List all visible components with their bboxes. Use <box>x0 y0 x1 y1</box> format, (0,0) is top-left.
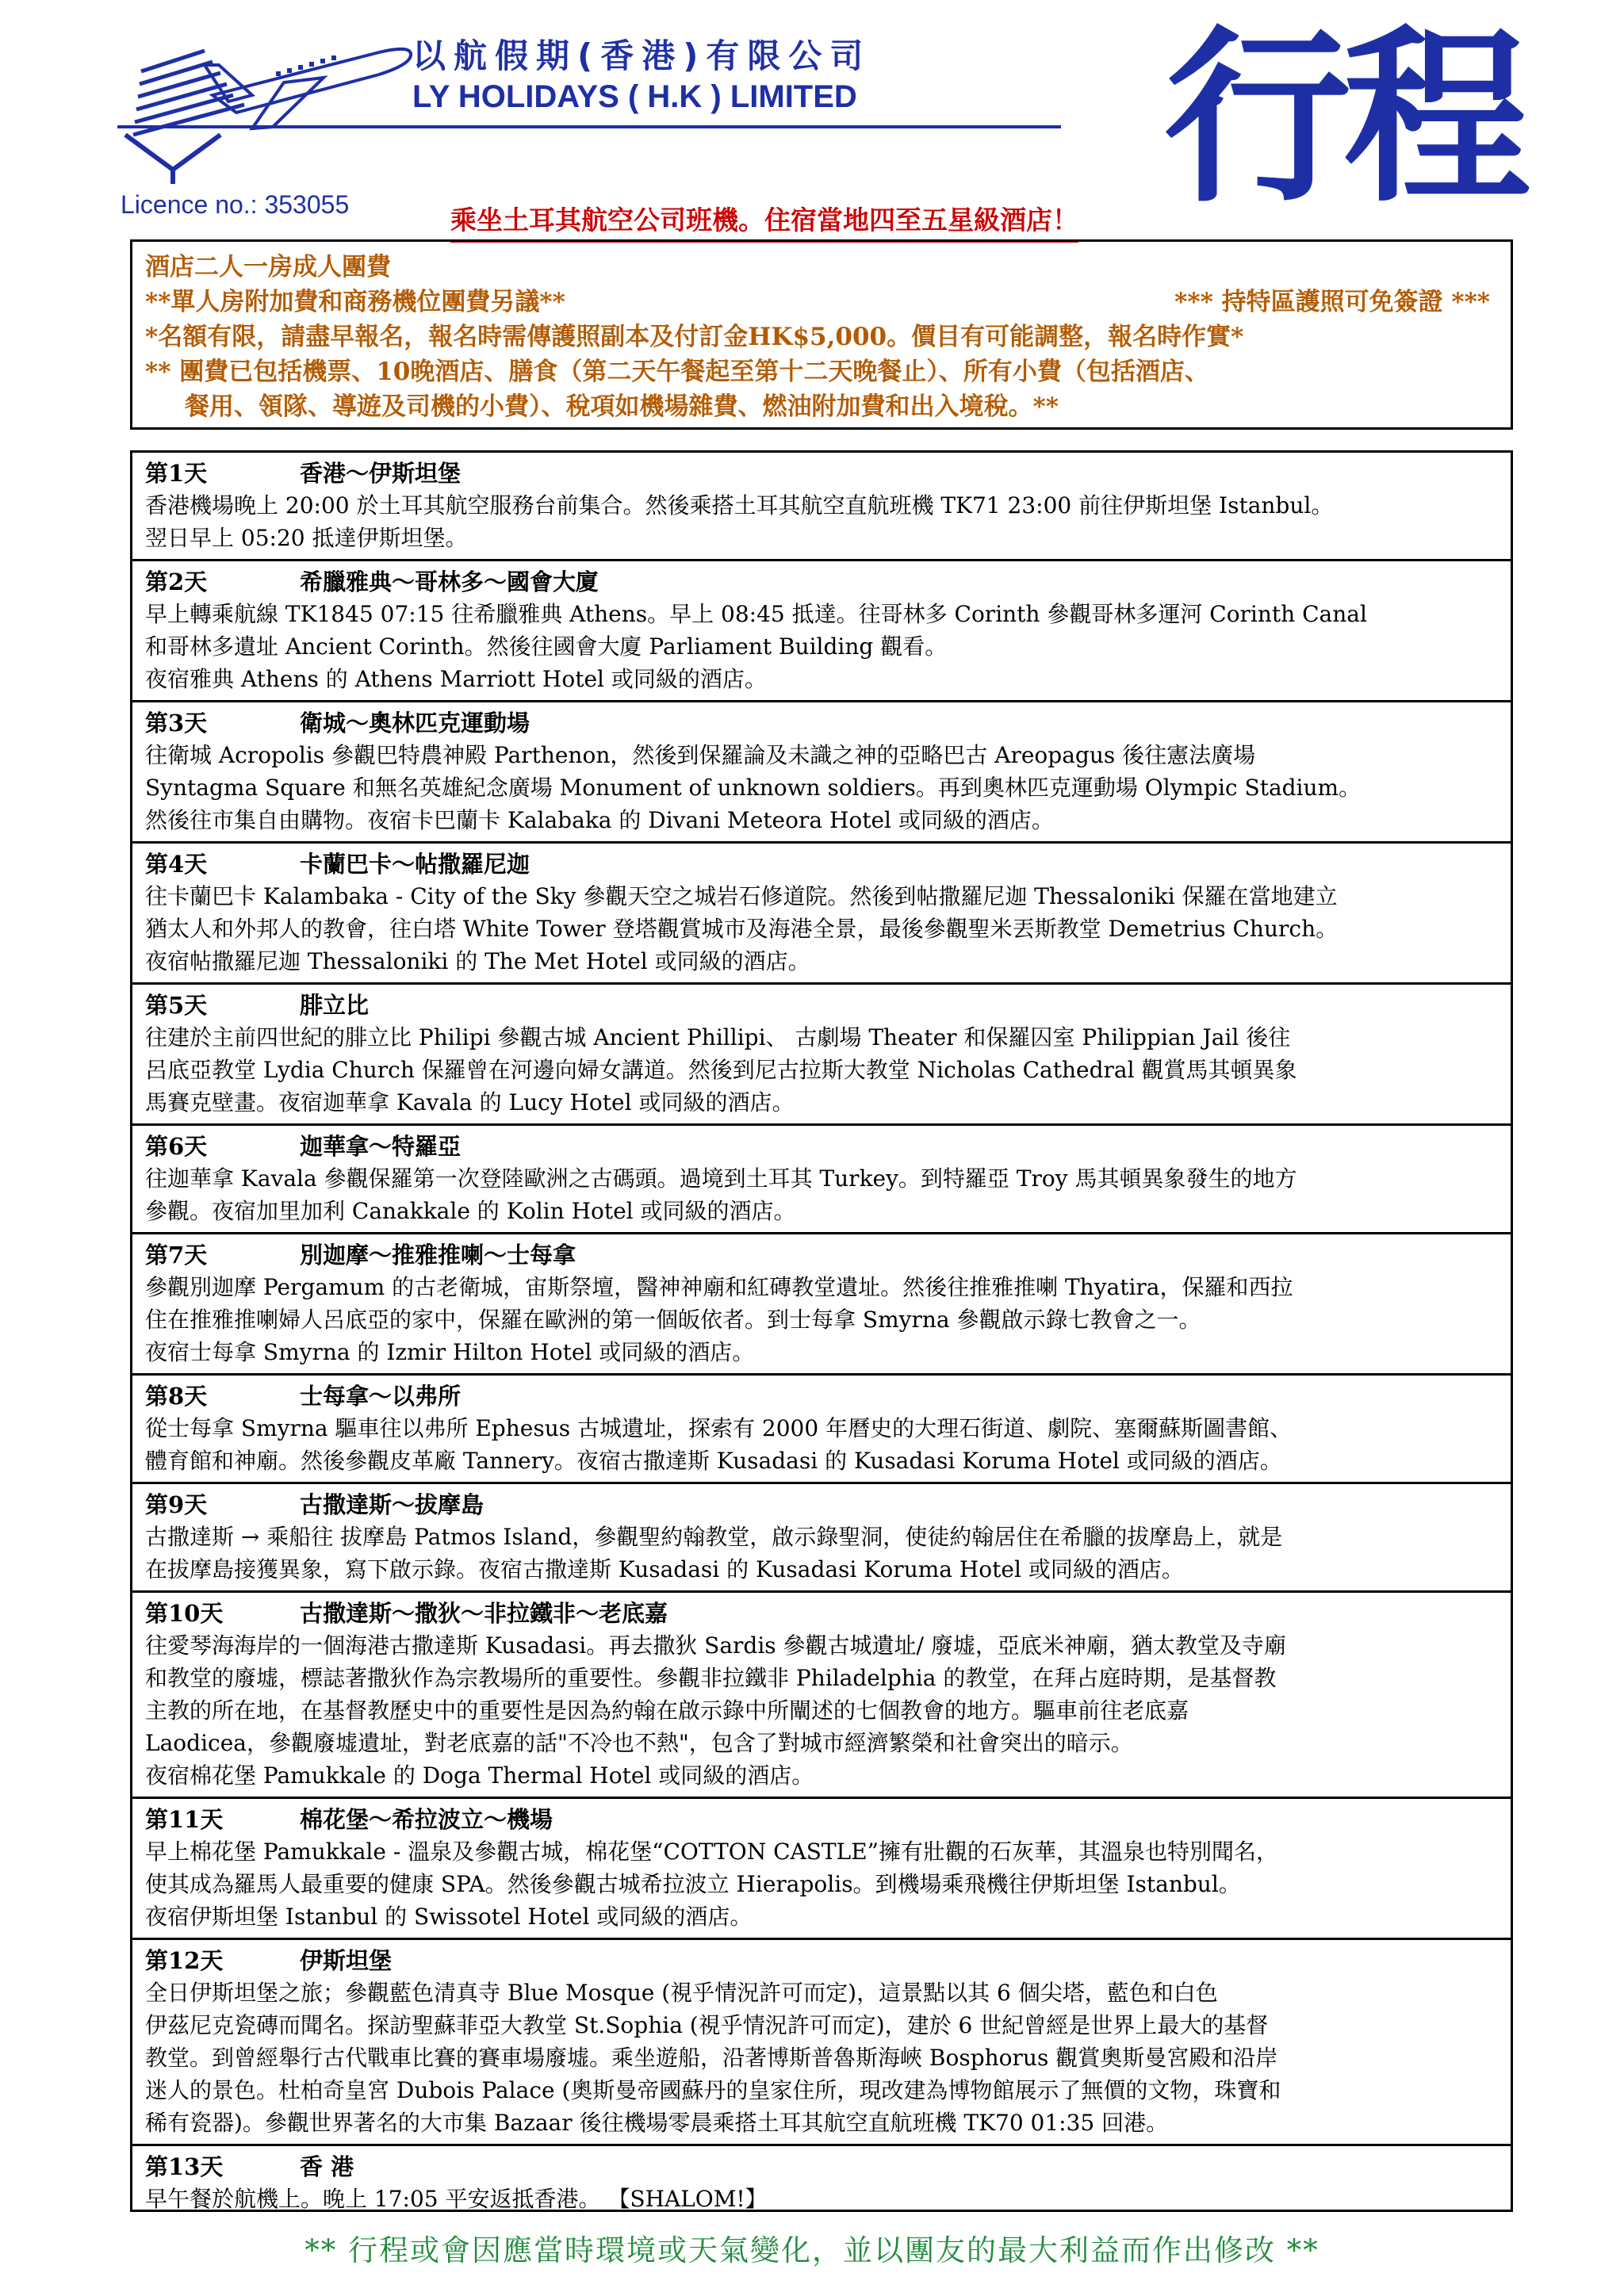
company-logo <box>117 33 427 184</box>
tagline: 乘坐土耳其航空公司班機。住宿當地四至五星級酒店！ <box>450 200 1078 243</box>
description-line: 夜宿雅典 Athens 的 Athens Marriott Hotel 或同級的酒店。 <box>145 666 767 692</box>
day-number: 第4天 <box>145 851 208 878</box>
description-line: 呂底亞教堂 Lydia Church 保羅曾在河邊向婦女講道。然後到尼古拉斯大教堂 Nicholas Cathedral 觀賞馬其頓異象 <box>145 1057 1297 1083</box>
day-row <box>132 1376 1511 1484</box>
day-route-title: 古撒達斯～拔摩島 <box>300 1491 485 1518</box>
description-line: 和教堂的廢墟，標誌著撒狄作為宗教場所的重要性。參觀非拉鐵非 Philadelphia 的教堂，在拜占庭時期，是基督教 <box>145 1665 1277 1691</box>
description-line: 全日伊斯坦堡之旅；參觀藍色清真寺 Blue Mosque (視乎情況許可而定)，這景點以其 6 個尖塔，藍色和白色 <box>145 1980 1218 2006</box>
description-line: 使其成為羅馬人最重要的健康 SPA。然後參觀古城希拉波立 Hierapolis。到機場乘飛機往伊斯坦堡 Istanbul。 <box>145 1871 1241 1897</box>
description-line: 和哥林多遺址 Ancient Corinth。然後往國會大廈 Parliament Building 觀看。 <box>145 633 948 660</box>
day-route-title: 希臘雅典～哥林多～國會大廈 <box>300 568 599 595</box>
day-number: 第6天 <box>145 1133 208 1160</box>
airplane-logo-icon <box>117 33 427 184</box>
day-description <box>145 1976 1500 2139</box>
day-row <box>132 1593 1511 1799</box>
day-number: 第2天 <box>145 568 208 595</box>
page-title: 行程 <box>1164 10 1523 228</box>
description-line: 主教的所在地，在基督教歷史中的重要性是因為約翰在啟示錄中所闡述的七個教會的地方。驅車前往老底嘉 <box>145 1697 1189 1724</box>
day-row <box>132 2146 1511 2220</box>
fee-notice-box <box>130 239 1513 430</box>
description-line: 往建於主前四世紀的腓立比 Philipi 參觀古城 Ancient Phillipi、 古劇場 Theater 和保羅囚室 Philippian Jail 後往 <box>145 1024 1291 1050</box>
description-line: 體育館和神廟。然後參觀皮革廠 Tannery。夜宿古撒達斯 Kusadasi 的 Kusadasi Koruma Hotel 或同級的酒店。 <box>145 1448 1282 1474</box>
day-heading <box>145 2151 1500 2183</box>
company-name-english: LY HOLIDAYS ( H.K ) LIMITED <box>412 79 857 114</box>
description-line: 在拔摩島接獲異象，寫下啟示錄。夜宿古撒達斯 Kusadasi 的 Kusadasi Koruma Hotel 或同級的酒店。 <box>145 1556 1184 1582</box>
licence-number: Licence no.: 353055 <box>121 190 350 219</box>
description-line: 早上轉乘航線 TK1845 07:15 往希臘雅典 Athens。早上 08:45 抵達。往哥林多 Corinth 參觀哥林多運河 Corinth Canal <box>145 601 1367 627</box>
day-number: 第13天 <box>145 2153 224 2180</box>
day-row <box>132 453 1511 561</box>
description-line: 往卡蘭巴卡 Kalambaka - City of the Sky 參觀天空之城岩石修道院。然後到帖撒羅尼迦 Thessaloniki 保羅在當地建立 <box>145 883 1338 909</box>
day-row <box>132 702 1511 844</box>
day-route-title: 腓立比 <box>300 992 370 1019</box>
day-heading <box>145 1489 1500 1521</box>
day-number: 第1天 <box>145 460 208 487</box>
description-line: 夜宿士每拿 Smyrna 的 Izmir Hilton Hotel 或同級的酒店。 <box>145 1339 755 1365</box>
day-heading <box>145 566 1500 598</box>
day-number: 第7天 <box>145 1242 208 1269</box>
description-line: 往衛城 Acropolis 參觀巴特農神殿 Parthenon，然後到保羅論及未識之神的亞略巴古 Areopagus 後往憲法廣場 <box>145 742 1256 768</box>
description-line: 猶太人和外邦人的教會，往白塔 White Tower 登塔觀賞城市及海港全景，最後參觀聖米丟斯教堂 Demetrius Church。 <box>145 916 1339 942</box>
day-row <box>132 1234 1511 1376</box>
description-line: 早上棉花堡 Pamukkale - 溫泉及參觀古城，棉花堡“COTTON CASTLE”擁有壯觀的石灰華，其溫泉也特別聞名， <box>145 1839 1278 1865</box>
description-line: 稀有瓷器)。參觀世界著名的大市集 Bazaar 後往機場零晨乘搭土耳其航空直航班機 TK70 01:35 回港。 <box>145 2110 1169 2136</box>
day-description <box>145 880 1500 978</box>
day-description <box>145 598 1500 695</box>
day-row <box>132 844 1511 985</box>
day-route-title: 衛城～奧林匹克運動場 <box>300 710 530 737</box>
description-line: 參觀別迦摩 Pergamum 的古老衛城，宙斯祭壇，醫神神廟和紅磚教堂遺址。然後往推雅推喇 Thyatira，保羅和西拉 <box>145 1274 1293 1300</box>
day-number: 第10天 <box>145 1600 224 1627</box>
day-route-title: 卡蘭巴卡～帖撒羅尼迦 <box>300 851 530 878</box>
description-line: 夜宿棉花堡 Pamukkale 的 Doga Thermal Hotel 或同級的酒店。 <box>145 1762 814 1789</box>
day-number: 第11天 <box>145 1806 224 1833</box>
itinerary-table <box>130 450 1513 2212</box>
day-heading <box>145 707 1500 739</box>
day-description <box>145 1521 1500 1586</box>
day-number: 第12天 <box>145 1947 224 1974</box>
day-heading <box>145 848 1500 880</box>
description-line: 夜宿伊斯坦堡 Istanbul 的 Swissotel Hotel 或同級的酒店。 <box>145 1904 753 1930</box>
description-line: 翌日早上 05:20 抵達伊斯坦堡。 <box>145 525 468 551</box>
day-number: 第3天 <box>145 710 208 737</box>
day-route-title: 伊斯坦堡 <box>300 1947 393 1974</box>
day-number: 第9天 <box>145 1491 208 1518</box>
notice-line-5: 餐用、領隊、導遊及司機的小費）、稅項如機場雜費、燃油附加費和出入境稅。** <box>185 392 1059 421</box>
day-heading <box>145 1239 1500 1271</box>
day-row <box>132 985 1511 1126</box>
day-description <box>145 1412 1500 1477</box>
day-row <box>132 1799 1511 1940</box>
day-row <box>132 1126 1511 1234</box>
header-rule <box>117 125 1061 128</box>
description-line: 香港機場晚上 20:00 於土耳其航空服務台前集合。然後乘搭土耳其航空直航班機 TK71 23:00 前往伊斯坦堡 Istanbul。 <box>145 492 1334 519</box>
day-heading <box>145 1945 1500 1976</box>
day-description <box>145 1021 1500 1119</box>
day-route-title: 棉花堡～希拉波立～機場 <box>300 1806 553 1833</box>
day-description <box>145 2183 1500 2215</box>
description-line: 伊茲尼克瓷磚而聞名。探訪聖蘇菲亞大教堂 St.Sophia (視乎情況許可而定)，建於 6 世紀曾經是世界上最大的基督 <box>145 2012 1269 2038</box>
day-heading <box>145 1598 1500 1629</box>
day-description <box>145 1271 1500 1368</box>
day-heading <box>145 457 1500 489</box>
day-route-title: 迦華拿～特羅亞 <box>300 1133 462 1160</box>
description-line: 從士每拿 Smyrna 驅車往以弗所 Ephesus 古城遺址，探索有 2000 年曆史的大理石街道、劇院、塞爾蘇斯圖書館、 <box>145 1415 1293 1441</box>
day-route-title: 古撒達斯～撒狄～非拉鐵非～老底嘉 <box>300 1600 668 1627</box>
description-line: Laodicea，參觀廢墟遺址，對老底嘉的話"不冷也不熱"，包含了對城市經濟繁榮和社會突出的暗示。 <box>145 1730 1133 1756</box>
notice-line-1: 酒店二人一房成人團費 <box>145 253 391 281</box>
description-line: 參觀。夜宿加里加利 Canakkale 的 Kolin Hotel 或同級的酒店。 <box>145 1198 796 1224</box>
notice-line-3: *名額有限，請盡早報名，報名時需傳護照副本及付訂金HK$5,000。價目有可能調整，報名時作實* <box>145 323 1244 351</box>
company-name-chinese: 以航假期(香港)有限公司 <box>412 36 871 75</box>
description-line: 早午餐於航機上。晚上 17:05 平安返抵香港。 【SHALOM!】 <box>145 2186 768 2212</box>
day-heading <box>145 989 1500 1021</box>
day-heading <box>145 1804 1500 1835</box>
day-description <box>145 1162 1500 1227</box>
description-line: 住在推雅推喇婦人呂底亞的家中，保羅在歐洲的第一個皈依者。到士每拿 Smyrna 參觀啟示錄七教會之一。 <box>145 1307 1201 1333</box>
day-route-title: 香港～伊斯坦堡 <box>300 460 462 487</box>
day-description <box>145 739 1500 836</box>
description-line: 馬賽克壁畫。夜宿迦華拿 Kavala 的 Lucy Hotel 或同級的酒店。 <box>145 1089 795 1115</box>
day-route-title: 香 港 <box>300 2153 354 2180</box>
description-line: 往迦華拿 Kavala 參觀保羅第一次登陸歐洲之古碼頭。過境到土耳其 Turkey。到特羅亞 Troy 馬其頓異象發生的地方 <box>145 1165 1297 1192</box>
description-line: 然後往市集自由購物。夜宿卡巴蘭卡 Kalabaka 的 Divani Meteora Hotel 或同級的酒店。 <box>145 807 1054 833</box>
day-route-title: 士每拿～以弗所 <box>300 1383 462 1410</box>
notice-line-4: ** 團費已包括機票、10晚酒店、膳食（第二天午餐起至第十二天晚餐止）、所有小費（包括酒店、 <box>145 358 1209 386</box>
footer-note: ** 行程或會因應當時環境或天氣變化，並以團友的最大利益而作出修改 ** <box>304 2233 1320 2267</box>
description-line: 夜宿帖撒羅尼迦 Thessaloniki 的 The Met Hotel 或同級的酒店。 <box>145 948 810 974</box>
notice-line-2 <box>145 285 1498 320</box>
day-row <box>132 561 1511 702</box>
description-line: 迷人的景色。杜柏奇皇宮 Dubois Palace (奧斯曼帝國蘇丹的皇家住所，現改建為博物館展示了無價的文物，珠寶和 <box>145 2077 1281 2103</box>
description-line: Syntagma Square 和無名英雄紀念廣場 Monument of unknown soldiers。再到奧林匹克運動場 Olympic Stadium。 <box>145 775 1362 801</box>
day-number: 第8天 <box>145 1383 208 1410</box>
day-description <box>145 489 1500 554</box>
day-description <box>145 1629 1500 1792</box>
notice-line-2-right: *** 持特區護照可免簽證 *** <box>1174 288 1490 316</box>
day-heading <box>145 1131 1500 1162</box>
day-heading <box>145 1380 1500 1412</box>
day-description <box>145 1835 1500 1933</box>
day-row <box>132 1484 1511 1593</box>
day-row <box>132 1940 1511 2146</box>
day-number: 第5天 <box>145 992 208 1019</box>
day-route-title: 別迦摩～推雅推喇～士每拿 <box>300 1242 576 1269</box>
description-line: 往愛琴海海岸的一個海港古撒達斯 Kusadasi。再去撒狄 Sardis 參觀古城遺址/ 廢墟，亞底米神廟，猶太教堂及寺廟 <box>145 1632 1286 1659</box>
description-line: 教堂。到曾經舉行古代戰車比賽的賽車場廢墟。乘坐遊船，沿著博斯普魯斯海峽 Bosphorus 觀賞奧斯曼宮殿和沿岸 <box>145 2045 1278 2071</box>
description-line: 古撒達斯 → 乘船往 拔摩島 Patmos Island，參觀聖約翰教堂，啟示錄聖洞，使徒約翰居住在希臘的拔摩島上，就是 <box>145 1524 1283 1550</box>
notice-line-2-left: **單人房附加費和商務機位團費另議** <box>145 288 565 316</box>
